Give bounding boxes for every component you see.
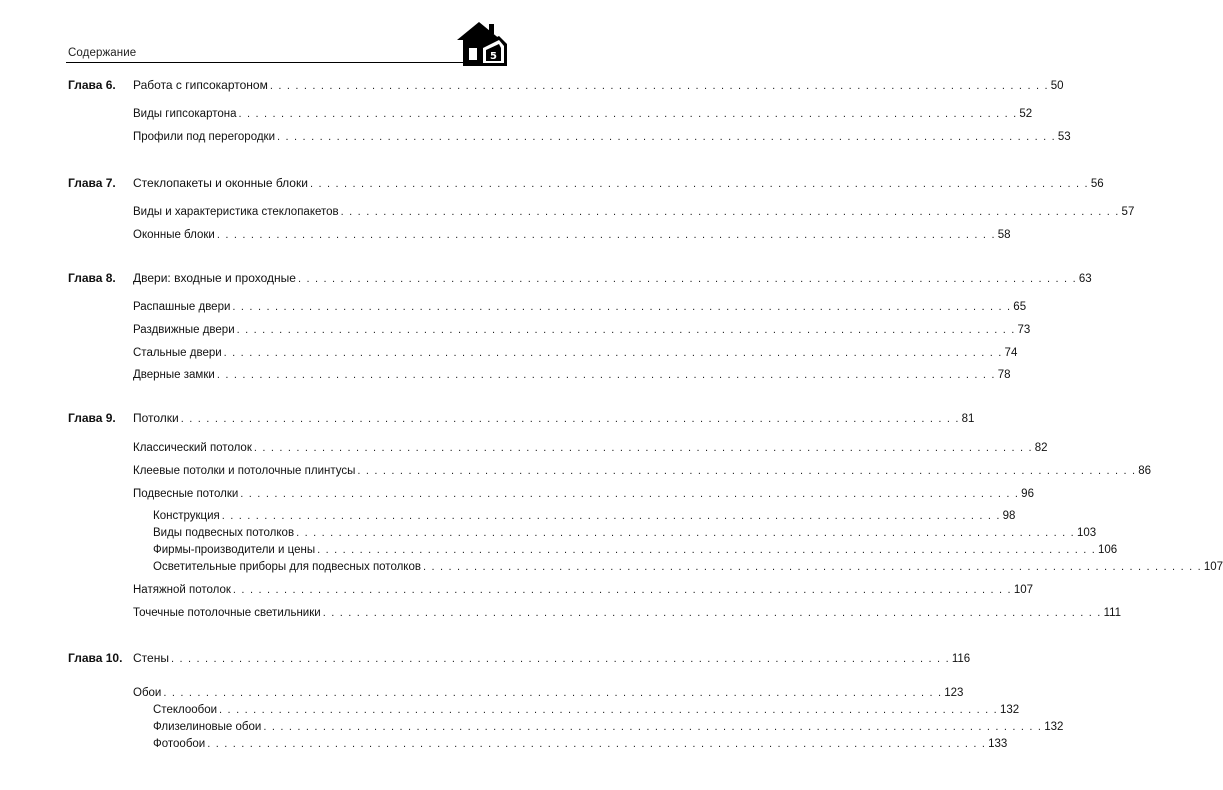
dot-leader: . . . . . . . . . . . . . . . . . . . . . . . . . . . . . . . . . . . . . . . . . . . . . . . . . . . . . . . . . . . . . . . . . . . . . . . . . . . . . . . . . . . . . . . . . . . .: [263, 721, 1043, 733]
page-number: 132: [1044, 721, 1064, 733]
page-number: 78: [997, 369, 1011, 381]
dot-leader: . . . . . . . . . . . . . . . . . . . . . . . . . . . . . . . . . . . . . . . . . . . . . . . . . . . . . . . . . . . . . . . . . . . . . . . . . . . . . . . . . . . . . . . . . . . .: [219, 704, 998, 716]
page-number: 73: [1017, 324, 1031, 336]
entry-title: Обои: [133, 687, 162, 699]
entry-title: Дверные замки: [133, 369, 215, 381]
dot-leader: . . . . . . . . . . . . . . . . . . . . . . . . . . . . . . . . . . . . . . . . . . . . . . . . . . . . . . . . . . . . . . . . . . . . . . . . . . . . . . . . . . . . . . . . . . . .: [277, 131, 1056, 143]
dot-leader: . . . . . . . . . . . . . . . . . . . . . . . . . . . . . . . . . . . . . . . . . . . . . . . . . . . . . . . . . . . . . . . . . . . . . . . . . . . . . . . . . . . . . . . . . . . .: [163, 687, 943, 699]
chapter-title: Двери: входные и проходные: [133, 271, 296, 285]
dot-leader: . . . . . . . . . . . . . . . . . . . . . . . . . . . . . . . . . . . . . . . . . . . . . . . . . . . . . . . . . . . . . . . . . . . . . . . . . . . . . . . . . . . . . . . . . . . .: [357, 465, 1137, 477]
chapter-entry[interactable]: [133, 410, 975, 426]
entry-title: Подвесные потолки: [133, 488, 239, 500]
entry-title: Распашные двери: [133, 301, 231, 313]
page-number: 111: [1103, 607, 1122, 619]
dot-leader: . . . . . . . . . . . . . . . . . . . . . . . . . . . . . . . . . . . . . . . . . . . . . . . . . . . . . . . . . . . . . . . . . . . . . . . . . . . . . . . . . . . . . . . . . . . .: [422, 561, 1202, 573]
dot-leader: . . . . . . . . . . . . . . . . . . . . . . . . . . . . . . . . . . . . . . . . . . . . . . . . . . . . . . . . . . . . . . . . . . . . . . . . . . . . . . . . . . . . . . . . . . . .: [232, 301, 1012, 313]
entry-title: Осветительные приборы для подвесных потолков: [153, 561, 421, 573]
entry-title: Конструкция: [153, 510, 220, 522]
dot-leader: . . . . . . . . . . . . . . . . . . . . . . . . . . . . . . . . . . . . . . . . . . . . . . . . . . . . . . . . . . . . . . . . . . . . . . . . . . . . . . . . . . . . . . . . . . . .: [240, 488, 1020, 500]
page-number: 133: [988, 738, 1008, 750]
page-number: 116: [951, 653, 971, 665]
chapter-entry[interactable]: [133, 175, 1104, 191]
chapter-title: Стены: [133, 651, 169, 665]
entry-title: Фотообои: [153, 738, 206, 750]
toc-entry[interactable]: [133, 685, 964, 701]
page-number: 107: [1203, 561, 1223, 573]
page-number: 107: [1013, 584, 1033, 596]
toc-entry[interactable]: [133, 227, 1011, 243]
page-number: 63: [1078, 273, 1092, 285]
toc-entry[interactable]: [153, 702, 1020, 718]
chapter-number: Глава 9.: [68, 411, 116, 425]
toc-entry[interactable]: [133, 129, 1071, 145]
chapter-number: Глава 6.: [68, 78, 116, 92]
toc-entry[interactable]: [133, 440, 1048, 456]
entry-title: Раздвижные двери: [133, 324, 235, 336]
dot-leader: . . . . . . . . . . . . . . . . . . . . . . . . . . . . . . . . . . . . . . . . . . . . . . . . . . . . . . . . . . . . . . . . . . . . . . . . . . . . . . . . . . . . . . . . . . . .: [170, 653, 950, 665]
dot-leader: . . . . . . . . . . . . . . . . . . . . . . . . . . . . . . . . . . . . . . . . . . . . . . . . . . . . . . . . . . . . . . . . . . . . . . . . . . . . . . . . . . . . . . . . . . . .: [269, 80, 1049, 92]
dot-leader: . . . . . . . . . . . . . . . . . . . . . . . . . . . . . . . . . . . . . . . . . . . . . . . . . . . . . . . . . . . . . . . . . . . . . . . . . . . . . . . . . . . . . . . . . . . .: [309, 178, 1089, 190]
page-number: 56: [1090, 178, 1104, 190]
toc-entry[interactable]: [133, 605, 1122, 621]
entry-title: Виды и характеристика стеклопакетов: [133, 206, 339, 218]
dot-leader: . . . . . . . . . . . . . . . . . . . . . . . . . . . . . . . . . . . . . . . . . . . . . . . . . . . . . . . . . . . . . . . . . . . . . . . . . . . . . . . . . . . . . . . . . . . .: [340, 206, 1120, 218]
dot-leader: . . . . . . . . . . . . . . . . . . . . . . . . . . . . . . . . . . . . . . . . . . . . . . . . . . . . . . . . . . . . . . . . . . . . . . . . . . . . . . . . . . . . . . . . . . . .: [238, 108, 1018, 120]
chapter-title: Работа с гипсокартоном: [133, 78, 268, 92]
toc-entry[interactable]: [133, 322, 1031, 338]
page-number: 57: [1121, 206, 1135, 218]
chapter-entry[interactable]: [133, 77, 1064, 93]
page-number: 65: [1013, 301, 1027, 313]
page-number: 58: [997, 229, 1011, 241]
page-number: 81: [961, 413, 975, 425]
toc-entry[interactable]: [133, 106, 1033, 122]
dot-leader: . . . . . . . . . . . . . . . . . . . . . . . . . . . . . . . . . . . . . . . . . . . . . . . . . . . . . . . . . . . . . . . . . . . . . . . . . . . . . . . . . . . . . . . . . . . .: [216, 369, 996, 381]
toc-entry[interactable]: [133, 299, 1027, 315]
entry-title: Виды подвесных потолков: [153, 527, 295, 539]
entry-title: Натяжной потолок: [133, 584, 231, 596]
page-header-title: Содержание: [68, 47, 137, 59]
entry-title: Флизелиновые обои: [153, 721, 262, 733]
toc-entry[interactable]: [153, 719, 1064, 735]
toc-entry[interactable]: [133, 486, 1034, 502]
dot-leader: . . . . . . . . . . . . . . . . . . . . . . . . . . . . . . . . . . . . . . . . . . . . . . . . . . . . . . . . . . . . . . . . . . . . . . . . . . . . . . . . . . . . . . . . . . . .: [253, 442, 1033, 454]
dot-leader: . . . . . . . . . . . . . . . . . . . . . . . . . . . . . . . . . . . . . . . . . . . . . . . . . . . . . . . . . . . . . . . . . . . . . . . . . . . . . . . . . . . . . . . . . . . .: [232, 584, 1012, 596]
page-number: 98: [1002, 510, 1016, 522]
dot-leader: . . . . . . . . . . . . . . . . . . . . . . . . . . . . . . . . . . . . . . . . . . . . . . . . . . . . . . . . . . . . . . . . . . . . . . . . . . . . . . . . . . . . . . . . . . . .: [223, 347, 1003, 359]
dot-leader: . . . . . . . . . . . . . . . . . . . . . . . . . . . . . . . . . . . . . . . . . . . . . . . . . . . . . . . . . . . . . . . . . . . . . . . . . . . . . . . . . . . . . . . . . . . .: [207, 738, 987, 750]
chapter-title: Стеклопакеты и оконные блоки: [133, 176, 308, 190]
page-number: 132: [999, 704, 1020, 716]
toc-entry[interactable]: [153, 508, 1016, 524]
dot-leader: . . . . . . . . . . . . . . . . . . . . . . . . . . . . . . . . . . . . . . . . . . . . . . . . . . . . . . . . . . . . . . . . . . . . . . . . . . . . . . . . . . . . . . . . . . . .: [317, 544, 1096, 556]
page-number: 86: [1138, 465, 1152, 477]
toc-entry[interactable]: [153, 736, 1008, 752]
page-number: 106: [1098, 544, 1118, 556]
page-number: 50: [1050, 80, 1064, 92]
page-number: 53: [1057, 131, 1071, 143]
entry-title: Стальные двери: [133, 347, 222, 359]
page-number: 74: [1004, 347, 1018, 359]
entry-title: Клеевые потолки и потолочные плинтусы: [133, 465, 356, 477]
chapter-number: Глава 8.: [68, 271, 116, 285]
page-number: 96: [1021, 488, 1034, 500]
chapter-entry[interactable]: [133, 650, 971, 666]
toc-entry[interactable]: [153, 559, 1223, 575]
chapter-title: Потолки: [133, 411, 179, 425]
page-number: 103: [1076, 527, 1097, 539]
chapter-entry[interactable]: [133, 270, 1092, 286]
entry-title: Виды гипсокартона: [133, 108, 237, 120]
entry-title: Профили под перегородки: [133, 131, 276, 143]
chapter-number: Глава 7.: [68, 176, 116, 190]
page-number: 52: [1019, 108, 1033, 120]
svg-text:5: 5: [490, 51, 497, 62]
dot-leader: . . . . . . . . . . . . . . . . . . . . . . . . . . . . . . . . . . . . . . . . . . . . . . . . . . . . . . . . . . . . . . . . . . . . . . . . . . . . . . . . . . . . . . . . . . . .: [236, 324, 1016, 336]
dot-leader: . . . . . . . . . . . . . . . . . . . . . . . . . . . . . . . . . . . . . . . . . . . . . . . . . . . . . . . . . . . . . . . . . . . . . . . . . . . . . . . . . . . . . . . . . . . .: [297, 273, 1077, 285]
dot-leader: . . . . . . . . . . . . . . . . . . . . . . . . . . . . . . . . . . . . . . . . . . . . . . . . . . . . . . . . . . . . . . . . . . . . . . . . . . . . . . . . . . . . . . . . . . . .: [216, 229, 996, 241]
page-number: 82: [1034, 442, 1048, 454]
entry-title: Оконные блоки: [133, 229, 215, 241]
entry-title: Стеклообои: [153, 704, 218, 716]
toc-entry[interactable]: [133, 367, 1011, 383]
page-number: 123: [944, 687, 964, 699]
chapter-number: Глава 10.: [68, 651, 123, 665]
toc-entry[interactable]: [133, 582, 1033, 598]
entry-title: Фирмы-производители и цены: [153, 544, 316, 556]
dot-leader: . . . . . . . . . . . . . . . . . . . . . . . . . . . . . . . . . . . . . . . . . . . . . . . . . . . . . . . . . . . . . . . . . . . . . . . . . . . . . . . . . . . . . . . . . . . .: [296, 527, 1075, 539]
entry-title: Классический потолок: [133, 442, 252, 454]
dot-leader: . . . . . . . . . . . . . . . . . . . . . . . . . . . . . . . . . . . . . . . . . . . . . . . . . . . . . . . . . . . . . . . . . . . . . . . . . . . . . . . . . . . . . . . . . . . .: [221, 510, 1001, 522]
toc-entry[interactable]: [133, 204, 1135, 220]
dot-leader: . . . . . . . . . . . . . . . . . . . . . . . . . . . . . . . . . . . . . . . . . . . . . . . . . . . . . . . . . . . . . . . . . . . . . . . . . . . . . . . . . . . . . . . . . . . .: [322, 607, 1102, 619]
toc-entry[interactable]: [153, 542, 1118, 558]
dot-leader: . . . . . . . . . . . . . . . . . . . . . . . . . . . . . . . . . . . . . . . . . . . . . . . . . . . . . . . . . . . . . . . . . . . . . . . . . . . . . . . . . . . . . . . . . . . .: [180, 413, 960, 425]
toc-entry[interactable]: [133, 345, 1018, 361]
toc-entry[interactable]: [153, 525, 1097, 541]
entry-title: Точечные потолочные светильники: [133, 607, 321, 619]
toc-entry[interactable]: [133, 463, 1152, 479]
